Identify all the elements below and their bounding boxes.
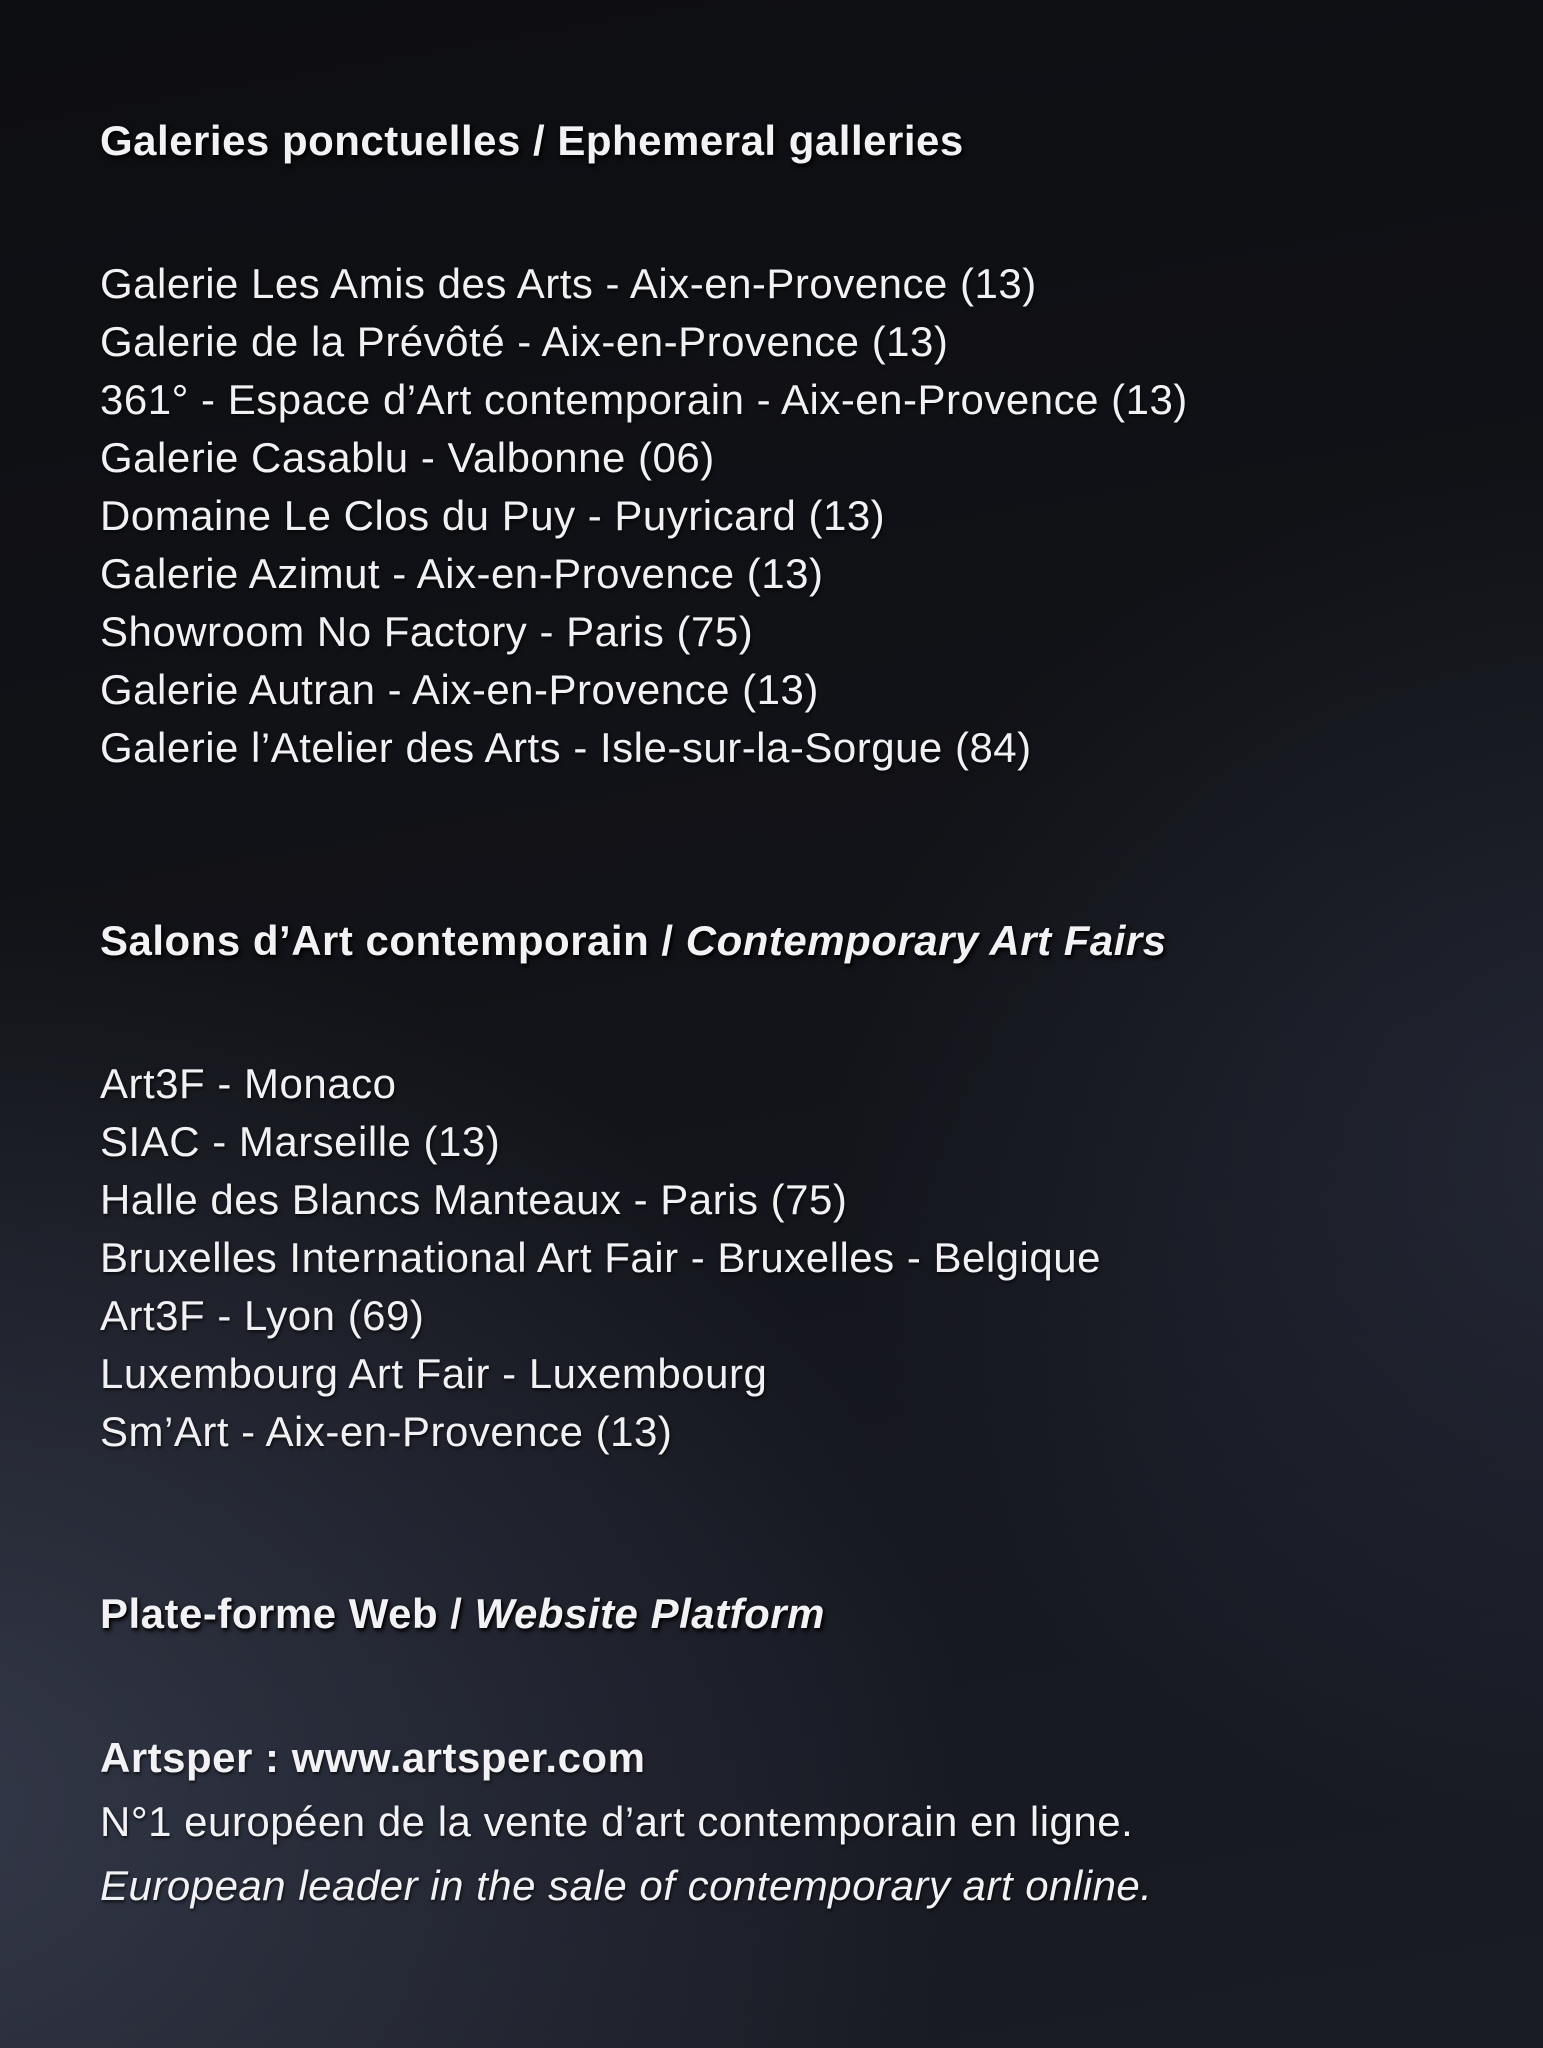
list-item: Galerie de la Prévôté - Aix-en-Provence (13) [100, 318, 949, 365]
section-heading-art-fairs [100, 912, 1440, 970]
list-item: Sm’Art - Aix-en-Provence (13) [100, 1408, 673, 1455]
list-item: Domaine Le Clos du Puy - Puyricard (13) [100, 492, 886, 539]
heading-english-part: Contemporary Art Fairs [685, 917, 1167, 964]
list-item: Halle des Blancs Manteaux - Paris (75) [100, 1176, 848, 1223]
heading-english-part: Website Platform [474, 1590, 825, 1637]
web-platform-description-fr: N°1 européen de la vente d’art contemporain en ligne. [100, 1798, 1134, 1845]
list-item: Luxembourg Art Fair - Luxembourg [100, 1350, 768, 1397]
list-item: Art3F - Monaco [100, 1060, 397, 1107]
list-item: Bruxelles International Art Fair - Bruxelles - Belgique [100, 1234, 1101, 1281]
list-item: Galerie l’Atelier des Arts - Isle-sur-la-Sorgue (84) [100, 724, 1032, 771]
ephemeral-galleries-list [100, 255, 1440, 777]
page-content [100, 0, 1440, 1915]
heading-french-part: Galeries ponctuelles / [100, 117, 558, 164]
heading-english-part: Ephemeral galleries [557, 117, 964, 164]
list-item: SIAC - Marseille (13) [100, 1118, 501, 1165]
web-platform-block [100, 1729, 1440, 1915]
section-heading-ephemeral-galleries [100, 112, 1440, 170]
list-item: Showroom No Factory - Paris (75) [100, 608, 754, 655]
heading-french-part: Plate-forme Web / [100, 1590, 475, 1637]
heading-french-part: Salons d’Art contemporain / [100, 917, 686, 964]
list-item: Galerie Casablu - Valbonne (06) [100, 434, 715, 481]
list-item: 361° - Espace d’Art contemporain - Aix-en-Provence (13) [100, 376, 1188, 423]
art-fairs-list [100, 1055, 1440, 1461]
list-item: Galerie Azimut - Aix-en-Provence (13) [100, 550, 824, 597]
section-heading-web-platform [100, 1585, 1440, 1643]
web-platform-description-en: European leader in the sale of contemporary art online. [100, 1862, 1153, 1909]
list-item: Galerie Autran - Aix-en-Provence (13) [100, 666, 819, 713]
list-item: Galerie Les Amis des Arts - Aix-en-Provence (13) [100, 260, 1037, 307]
web-platform-provider: Artsper : www.artsper.com [100, 1734, 646, 1781]
list-item: Art3F - Lyon (69) [100, 1292, 425, 1339]
